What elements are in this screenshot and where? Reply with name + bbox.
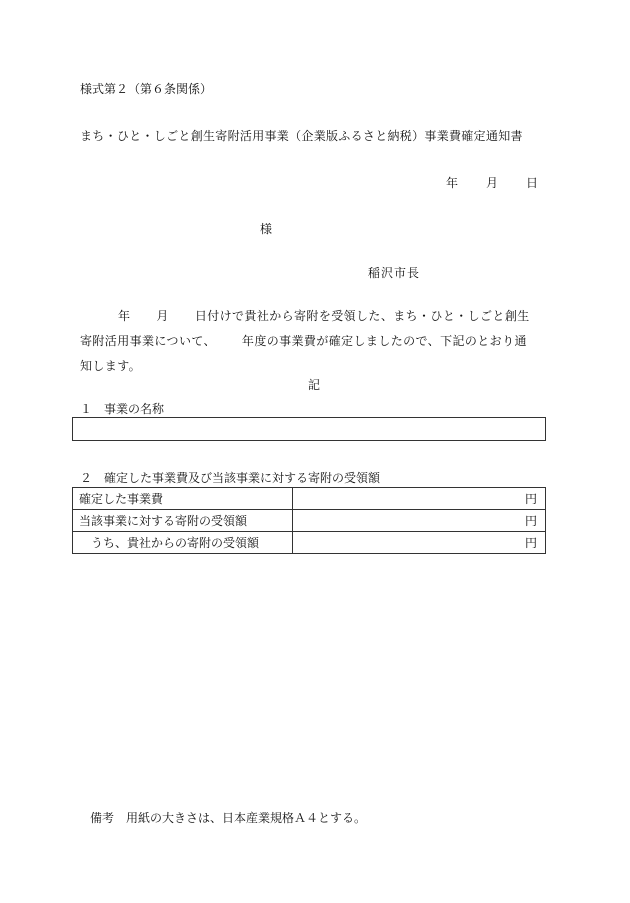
row-unit: 円: [293, 488, 546, 510]
date-line: [446, 174, 538, 191]
remarks: 備考 用紙の大きさは、日本産業規格Ａ４とする。: [90, 811, 367, 825]
row-label: 当該事業に対する寄附の受領額: [73, 510, 293, 532]
table-row: [73, 510, 546, 532]
body-line-2: 寄附活用事業について、 年度の事業費が確定しましたので、下記のとおり通: [80, 334, 527, 348]
date-month: 月: [486, 176, 499, 190]
document-title: まち・ひと・しごと創生寄附活用事業（企業版ふるさと納税）事業費確定通知書: [80, 129, 523, 143]
section2-heading: ２ 確定した事業費及び当該事業に対する寄附の受領額: [80, 471, 381, 485]
table-row: [73, 532, 546, 554]
addressee-suffix: 様: [260, 222, 273, 236]
table-row: [73, 488, 546, 510]
row-unit: 円: [293, 532, 546, 554]
body-paragraph: [80, 304, 550, 379]
body-line-3: 知します。: [80, 359, 142, 373]
body-year: 年: [118, 309, 131, 323]
body-month: 月: [156, 309, 169, 323]
row-unit: 円: [293, 510, 546, 532]
project-name-box: [72, 417, 546, 441]
row-label: 確定した事業費: [73, 488, 293, 510]
section1-heading: １ 事業の名称: [80, 402, 165, 416]
date-day: 日: [526, 176, 539, 190]
sender: 稲沢市長: [368, 266, 421, 280]
body-line-1: 年 月 日付けで貴社から寄附を受領した、まち・ひと・しごと創生: [118, 309, 530, 323]
date-year: 年: [446, 176, 459, 190]
row-label: うち、貴社からの寄附の受領額: [73, 532, 293, 554]
form-id: 様式第２（第６条関係）: [80, 82, 213, 96]
amount-table: [72, 487, 546, 554]
ki-label: 記: [308, 378, 321, 392]
